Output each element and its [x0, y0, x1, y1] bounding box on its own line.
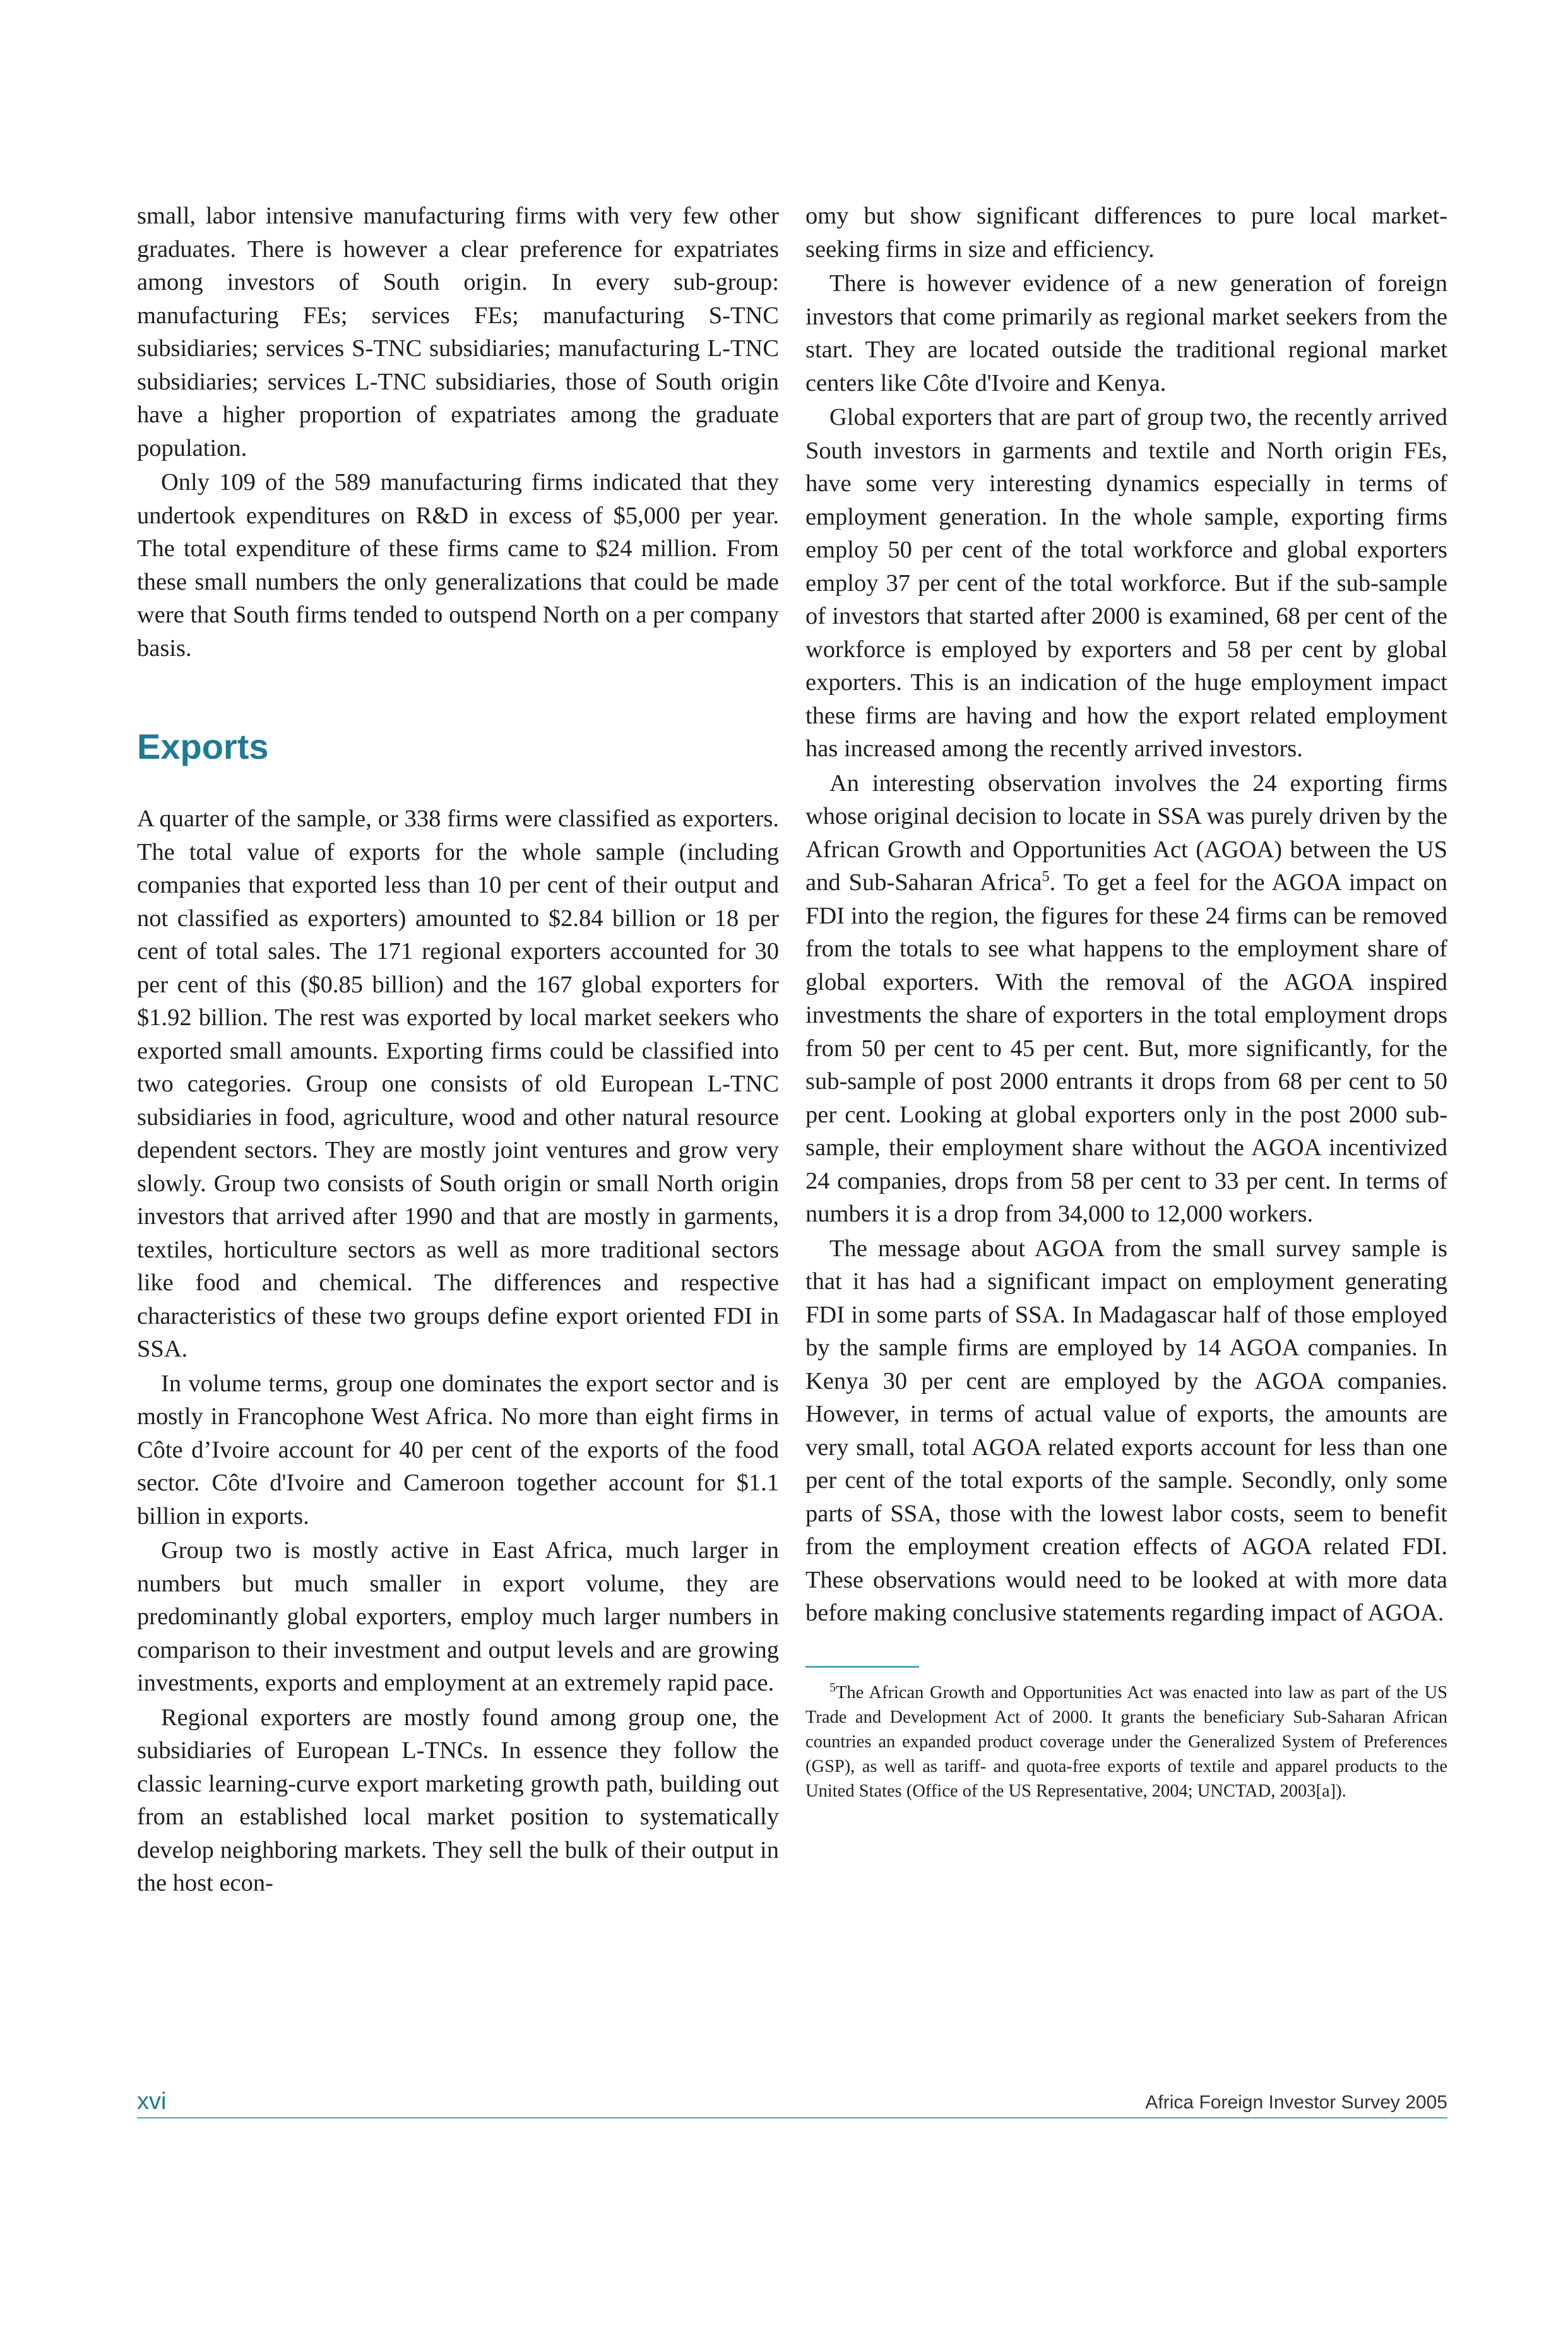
left-column — [137, 199, 779, 1901]
body-paragraph: small, labor intensive manufacturing firms with very few other graduates. There is however a clear preference for expatriates among investors of South origin. In every sub-group: manufacturing FEs; services FEs; manufacturing S-TNC subsidiaries; services S-TNC subsidiaries; manufacturing L-TNC subsidiaries; services L-TNC subsidiaries, those of South origin have a higher proportion of expatriates among the graduate population. — [137, 203, 779, 461]
body-paragraph: A quarter of the sample, or 338 firms were classified as exporters. The total value of exports for the whole sample (including companies that exported less than 10 per cent of their output and not classified as exporters) amounted to $2.84 billion or 18 per cent of total sales. The 171 regional exporters accounted for 30 per cent of this ($0.85 billion) and the 167 global exporters for $1.92 billion. The rest was exported by local market seekers who exported small amounts. Exporting firms could be classified into two categories. Group one consists of old European L-TNC subsidiaries in food, agriculture, wood and other natural resource dependent sectors. They are mostly joint ventures and grow very slowly. Group two consists of South origin or small North origin investors that arrived after 1990 and that are mostly in garments, textiles, horticulture sectors as well as more traditional sectors like food and chemical. The differences and respective characteristics of these two groups define export oriented FDI in SSA. — [137, 805, 779, 1362]
body-paragraph: Global exporters that are part of group two, the recently arrived South investors in garments and textile and North origin FEs, have some very interesting dynamics especially in terms of employment generation. In the whole sample, exporting firms employ 50 per cent of the total workforce and global exporters employ 37 per cent of the total workforce. But if the sub-sample of investors that started after 2000 is examined, 68 per cent of the workforce is employed by exporters and 58 per cent by global exporters. This is an indication of the huge employment impact these firms are having and how the export related employment has increased among the recently arrived investors. — [805, 404, 1447, 762]
body-paragraph: Regional exporters are mostly found among group one, the subsidiaries of European L-TNCs. In essence they follow the classic learning-curve export marketing growth path, building out from an established local market position to systematically develop neighboring markets. They sell the bulk of their output in the host econ- — [137, 1704, 779, 1896]
footnote-marker: 5 — [829, 1680, 836, 1694]
footnote-reference[interactable]: 5 — [1042, 869, 1050, 886]
body-paragraph: In volume terms, group one dominates the export sector and is mostly in Francophone West Africa. No more than eight firms in Côte d’Ivoire account for 40 per cent of the exports of the food sector. Côte d'Ivoire and Cameroon together account for $1.1 billion in exports. — [137, 1370, 779, 1530]
body-paragraph: Only 109 of the 589 manufacturing firms indicated that they undertook expenditures on R&D in excess of $5,000 per year. The total expenditure of these firms came to $24 million. From these small numbers the only generalizations that could be made were that South firms tended to outspend North on a per company basis. — [137, 469, 779, 662]
footnote — [805, 1680, 1447, 1803]
page-footer — [137, 2088, 1447, 2118]
page-number: xvi — [137, 2088, 167, 2115]
body-paragraph: Group two is mostly active in East Africa, much larger in numbers but much smaller in export volume, they are predominantly global exporters, employ much larger numbers in comparison to their investment and output levels and are growing investments, exports and employment at an extremely rapid pace. — [137, 1537, 779, 1696]
paragraph-text: . To get a feel for the AGOA impact on FDI into the region, the figures for these 24 firms can be removed from the totals to see what happens to the employment share of global exporters. With the removal of the AGOA inspired investments the share of exporters in the total employment drops from 50 per cent to 45 per cent. But, more significantly, for the sub-sample of post 2000 entrants it drops from 68 per cent to 50 per cent. Looking at global exporters only in the post 2000 sub-sample, their employment share without the AGOA incentivized 24 companies, drops from 58 per cent to 33 per cent. In terms of numbers it is a drop from 34,000 to 12,000 workers. — [805, 869, 1448, 1227]
right-column — [805, 199, 1447, 1803]
body-paragraph: There is however evidence of a new generation of foreign investors that come primarily as regional market seekers from the start. They are located outside the traditional regional market centers like Côte d'Ivoire and Kenya. — [805, 270, 1447, 396]
body-paragraph: The message about AGOA from the small survey sample is that it has had a significant impact on employment generating FDI in some parts of SSA. In Madagascar half of those employed by the sample firms are employed by 14 AGOA companies. In Kenya 30 per cent are employed by the AGOA companies. However, in terms of actual value of exports, the amounts are very small, total AGOA related exports account for less than one per cent of the total exports of the sample. Secondly, only some parts of SSA, those with the lowest labor costs, seem to benefit from the employment creation effects of AGOA related FDI. These observations would need to be looked at with more data before making conclusive statements regarding impact of AGOA. — [805, 1235, 1447, 1626]
footnote-divider — [805, 1666, 919, 1668]
running-title: Africa Foreign Investor Survey 2005 — [1145, 2092, 1447, 2113]
footnote-text: The African Growth and Opportunities Act was enacted into law as part of the US Trade and Development Act of 2000. It grants the beneficiary Sub-Saharan African countries an expanded product coverage under the Generalized System of Preferences (GSP), as well as tariff- and quota-free exports of textile and apparel products to the United States (Office of the US Representative, 2004; UNCTAD, 2003[a]). — [805, 1682, 1447, 1801]
section-heading: Exports — [137, 727, 269, 766]
paragraph-text: An interesting observation involves the 24 exporting firms whose original decision to locate in SSA was purely driven by the African Growth and Opportunities Act (AGOA) between the US and Sub-Saharan Africa — [805, 769, 1447, 896]
body-paragraph: omy but show significant differences to pure local market-seeking firms in size and efficiency. — [805, 203, 1447, 263]
body-paragraph — [805, 767, 1447, 1231]
